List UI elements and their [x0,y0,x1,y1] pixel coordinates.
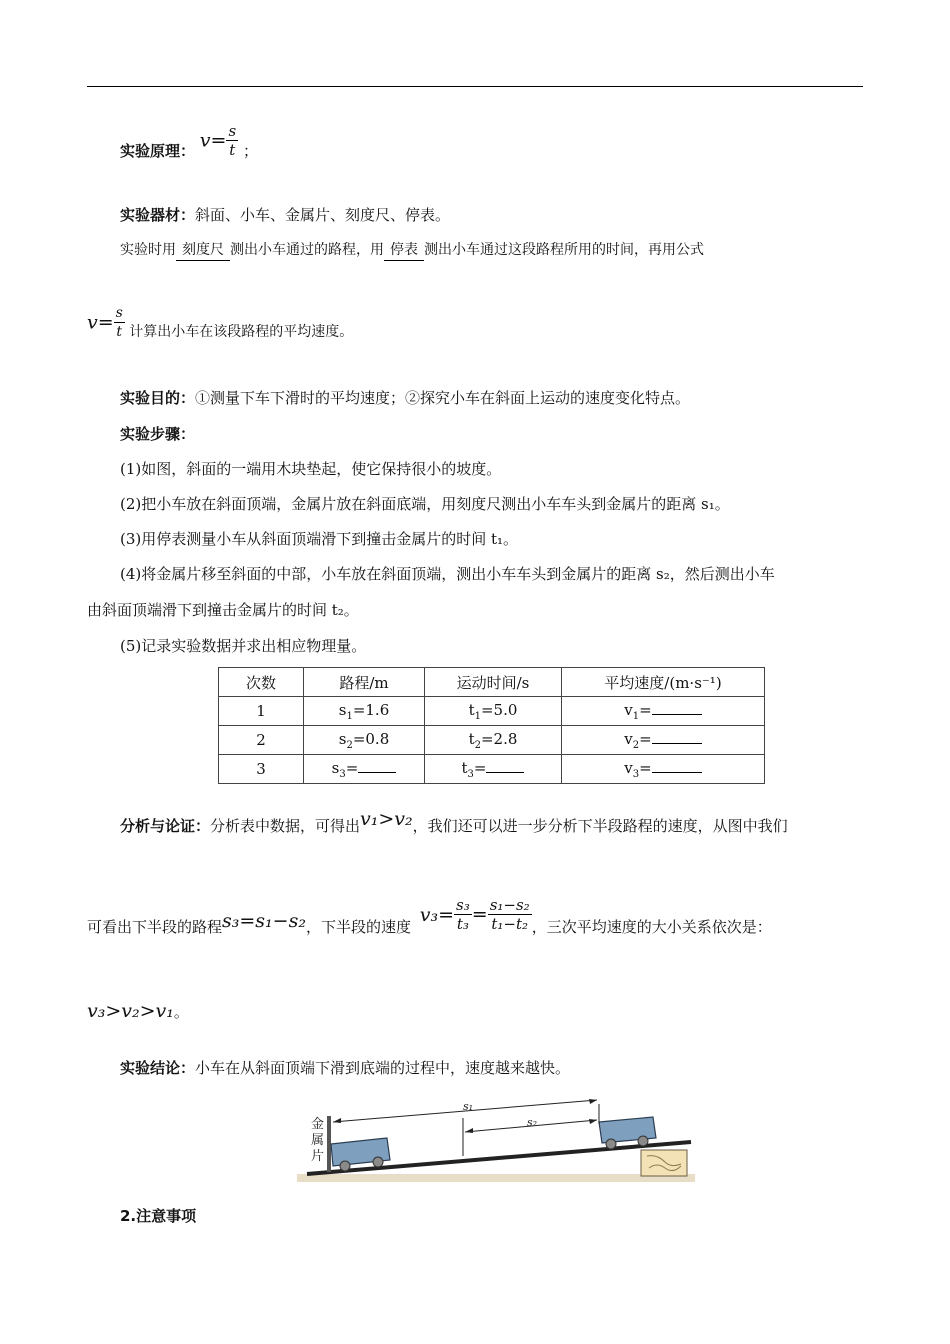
car-bottom [331,1138,390,1171]
cell-time [425,697,562,726]
answer-blank[interactable] [486,760,524,773]
cell-time [425,726,562,755]
step-2: (2)把小车放在斜面顶端，金属片放在斜面底端，用刻度尺测出小车车头到金属片的距离 s₁。 [120,495,730,513]
equipment-text: 斜面、小车、金属片、刻度尺、停表。 [195,206,451,224]
usage-text-4: 计算出小车在该段路程的平均速度。 [129,323,354,340]
cell-count: 3 [219,755,304,784]
speed-sub: 1 [632,710,640,722]
distance-sub: 3 [339,768,346,780]
speed-sub: 3 [632,768,640,780]
principle-line [120,122,258,159]
speed-sub: 2 [632,739,640,751]
analysis-line-2 [87,896,772,936]
purpose-line [120,388,690,408]
table-row [219,755,765,784]
metal-label: 金 [311,1117,325,1132]
metal-label-3: 片 [311,1149,325,1164]
distance-symbol: s [338,700,347,719]
speed-symbol: v [624,700,633,719]
time-sub: 2 [474,739,481,751]
conclusion-text: 小车在从斜面顶端下滑到底端的过程中，速度越来越快。 [195,1059,571,1077]
header-distance: 路程/m [304,668,425,697]
step-4-line-2: 由斜面顶端滑下到撞击金属片的时间 t₂。 [87,601,359,619]
analysis-line-3 [87,998,189,1025]
cell-distance [304,726,425,755]
answer-blank[interactable] [652,731,702,744]
speed-symbol: v [624,729,633,748]
usage-num: s [115,305,123,321]
principle-formula-v: v= [199,129,227,152]
car-top [599,1117,656,1149]
equipment-label: 实验器材： [120,206,196,224]
usage-tool-2: 停表 [384,240,424,261]
fraction-1-num: s₃ [456,896,470,914]
usage-den: t [116,324,123,340]
time-symbol: t [461,758,468,777]
experiment-figure [295,1096,697,1190]
cell-count: 1 [219,697,304,726]
usage-formula-line [87,304,353,341]
cell-count: 2 [219,726,304,755]
conclusion-line [120,1058,570,1078]
step-3: (3)用停表测量小车从斜面顶端滑下到撞击金属片的时间 t₁。 [120,530,519,548]
speed-value: = [639,700,652,719]
distance-sub: 2 [346,739,353,751]
analysis-fraction-1 [454,896,472,933]
principle-tail: ； [242,142,258,160]
analysis-end: 。 [173,1003,189,1021]
purpose-text: ①测量下车下滑时的平均速度；②探究小车在斜面上运动的速度变化特点。 [195,389,691,407]
step-1: (1)如图，斜面的一端用木块垫起，使它保持很小的坡度。 [120,460,502,478]
fraction-1-den: t₃ [456,915,469,933]
fraction-2-num: s₁−s₂ [489,896,530,914]
speed-value: = [639,758,652,777]
data-table [218,667,765,784]
distance-symbol: s [338,729,347,748]
distance-symbol: s [331,758,340,777]
answer-blank[interactable] [652,702,702,715]
table-row [219,726,765,755]
header-speed: 平均速度/(m·s⁻¹) [562,668,765,697]
s2-label: s₂ [527,1116,538,1129]
step-4-line-1: (4)将金属片移至斜面的中部，小车放在斜面顶端，测出小车车头到金属片的距离 s₂，然后测出小车 [120,565,775,583]
cell-distance [304,697,425,726]
time-value: = [473,758,487,777]
cell-time [425,755,562,784]
analysis-fraction-2 [488,896,532,933]
table-row [219,697,765,726]
principle-num: s [228,122,237,140]
speed-symbol: v [624,758,633,777]
usage-text-1: 实验时用 [120,242,176,258]
cell-distance [304,755,425,784]
analysis-text-3: 可看出下半段的路程 [87,918,223,936]
answer-blank[interactable] [652,760,702,773]
analysis-relation-1: v₁>v₂ [360,808,413,830]
ground [297,1174,695,1182]
usage-fraction [114,304,125,341]
time-sub: 3 [467,768,474,780]
metal-label-2: 属 [311,1133,325,1148]
wood-block [641,1150,687,1176]
header-time: 运动时间/s [425,668,562,697]
conclusion-label: 实验结论： [120,1059,196,1077]
step-5: (5)记录实验数据并求出相应物理量。 [120,637,367,655]
time-sub: 1 [474,710,481,722]
cell-speed [562,755,765,784]
section-title: 2.注意事项 [120,1207,197,1225]
header-rule [87,86,863,87]
cell-speed [562,726,765,755]
usage-line [120,240,704,261]
usage-tool-1: 刻度尺 [176,240,230,261]
analysis-label: 分析与论证： [120,817,211,835]
usage-text-3: 测出小车通过这段路程所用的时间，再用公式 [424,242,704,258]
analysis-text-5: ，三次平均速度的大小关系依次是： [531,918,772,936]
cell-speed [562,697,765,726]
analysis-v3: v₃= [419,903,455,926]
principle-label: 实验原理： [120,142,196,160]
table-header-row [219,668,765,697]
steps-label: 实验步骤： [120,425,196,443]
principle-den: t [229,141,236,159]
analysis-text-4: ，下半段的速度 [305,918,411,936]
s1-label: s₁ [463,1100,474,1113]
analysis-line-1 [120,808,788,839]
analysis-text-1: 分析表中数据，可得出 [210,817,361,835]
purpose-label: 实验目的： [120,389,196,407]
principle-fraction [226,122,238,159]
analysis-s3-equation: s₃=s₁−s₂ [222,909,306,932]
analysis-text-2: ，我们还可以进一步分析下半段路程的速度，从图中我们 [412,817,788,835]
distance-value: =1.6 [352,700,390,719]
time-value: =2.8 [480,729,518,748]
time-symbol: t [468,729,475,748]
distance-value: = [345,758,359,777]
header-count: 次数 [219,668,304,697]
distance-sub: 1 [346,710,353,722]
time-value: =5.0 [480,700,518,719]
equipment-line [120,205,450,225]
usage-text-2: 测出小车通过的路程，用 [230,242,384,258]
time-symbol: t [468,700,475,719]
answer-blank[interactable] [358,760,396,773]
speed-value: = [639,729,652,748]
distance-value: =0.8 [352,729,390,748]
analysis-relation-2: v₃>v₂>v₁ [87,1000,174,1022]
fraction-2-den: t₁−t₂ [491,915,529,933]
usage-formula-v: v= [87,311,114,334]
analysis-equals: = [471,903,488,926]
